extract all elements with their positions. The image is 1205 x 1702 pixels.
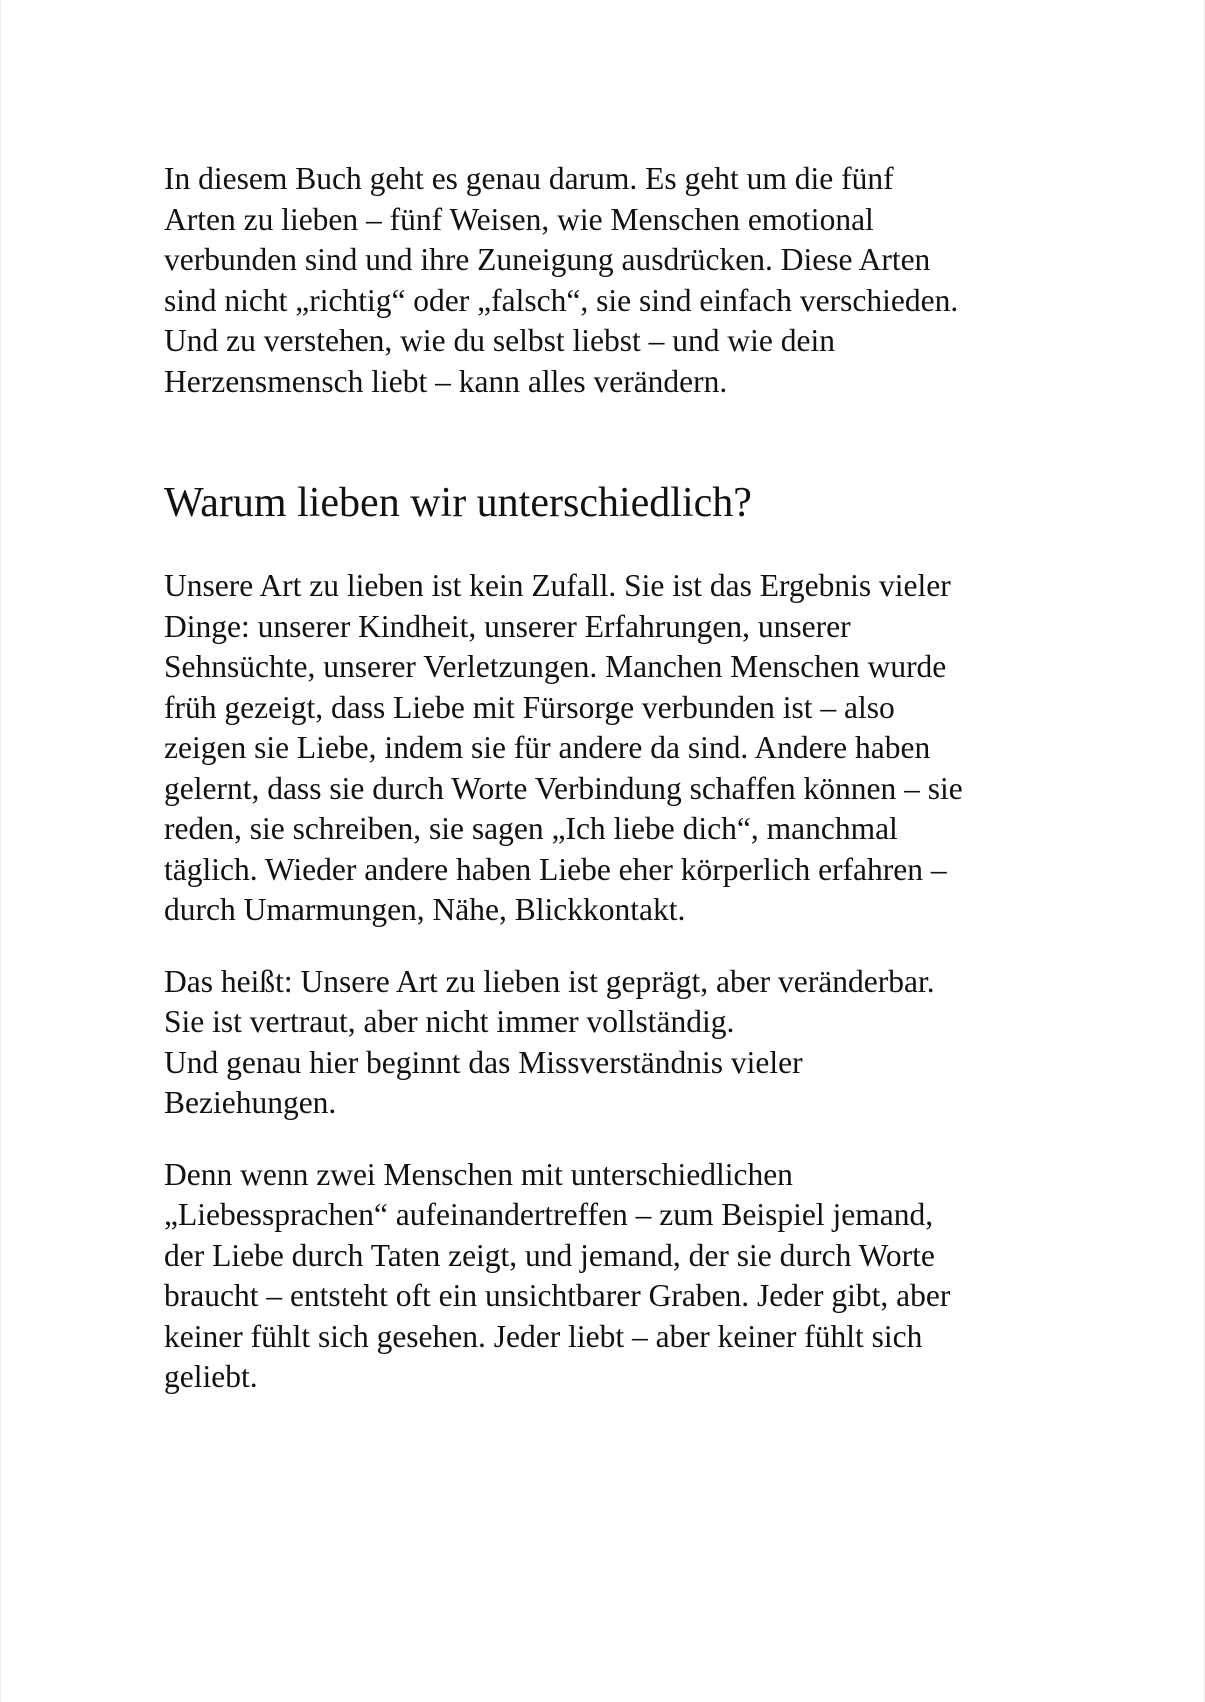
section-heading: Warum lieben wir unterschiedlich? xyxy=(164,480,752,526)
text-line: durch Umarmungen, Nähe, Blickkontakt. xyxy=(164,892,686,927)
text-line: der Liebe durch Taten zeigt, und jemand, der sie durch Worte xyxy=(164,1237,935,1273)
body-paragraph-2 xyxy=(164,962,1064,1124)
intro-paragraph xyxy=(164,159,1064,402)
text-line: „Liebessprachen“ aufeinandertreffen – zum Beispiel jemand, xyxy=(164,1197,934,1232)
paragraph-spacer xyxy=(164,1124,1064,1155)
text-line: Unsere Art zu lieben ist kein Zufall. Sie ist das Ergebnis vieler xyxy=(164,568,951,603)
text-line: früh gezeigt, dass Liebe mit Fürsorge verbunden ist – also xyxy=(164,689,895,725)
text-line: Und genau hier beginnt das Missverständnis vieler xyxy=(164,1044,803,1080)
document-body xyxy=(164,159,1064,1398)
text-line: gelernt, dass sie durch Worte Verbindung schaffen können – sie xyxy=(164,770,963,806)
text-line: zeigen sie Liebe, indem sie für andere da sind. Andere haben xyxy=(164,730,931,765)
text-line: Sie ist vertraut, aber nicht immer vollständig. xyxy=(164,1004,735,1039)
text-line: Arten zu lieben – fünf Weisen, wie Menschen emotional xyxy=(164,201,874,237)
text-line: sind nicht „richtig“ oder „falsch“, sie sind einfach verschieden. xyxy=(164,282,959,318)
body-paragraph-1 xyxy=(164,566,1064,931)
text-line: Dinge: unserer Kindheit, unserer Erfahrungen, unserer xyxy=(164,608,851,644)
text-line: Beziehungen. xyxy=(164,1085,337,1120)
text-line: In diesem Buch geht es genau darum. Es geht um die fünf xyxy=(164,161,894,196)
paragraph-spacer xyxy=(164,931,1064,962)
body-paragraph-3 xyxy=(164,1155,1064,1398)
text-line: braucht – entsteht oft ein unsichtbarer Graben. Jeder gibt, aber xyxy=(164,1278,951,1313)
text-line: geliebt. xyxy=(164,1359,258,1394)
text-line: Herzensmensch liebt – kann alles verändern. xyxy=(164,363,728,399)
text-line: reden, sie schreiben, sie sagen „Ich liebe dich“, manchmal xyxy=(164,811,898,846)
text-line: Das heißt: Unsere Art zu lieben ist geprägt, aber veränderbar. xyxy=(164,963,935,999)
text-line: Und zu verstehen, wie du selbst liebst – und wie dein xyxy=(164,323,835,358)
text-line: Denn wenn zwei Menschen mit unterschiedlichen xyxy=(164,1156,793,1192)
text-line: verbunden sind und ihre Zuneigung ausdrücken. Diese Arten xyxy=(164,242,931,277)
text-line: täglich. Wieder andere haben Liebe eher körperlich erfahren – xyxy=(164,851,947,887)
text-line: keiner fühlt sich gesehen. Jeder liebt – aber keiner fühlt sich xyxy=(164,1318,923,1354)
text-line: Sehnsüchte, unserer Verletzungen. Manchen Menschen wurde xyxy=(164,649,947,684)
